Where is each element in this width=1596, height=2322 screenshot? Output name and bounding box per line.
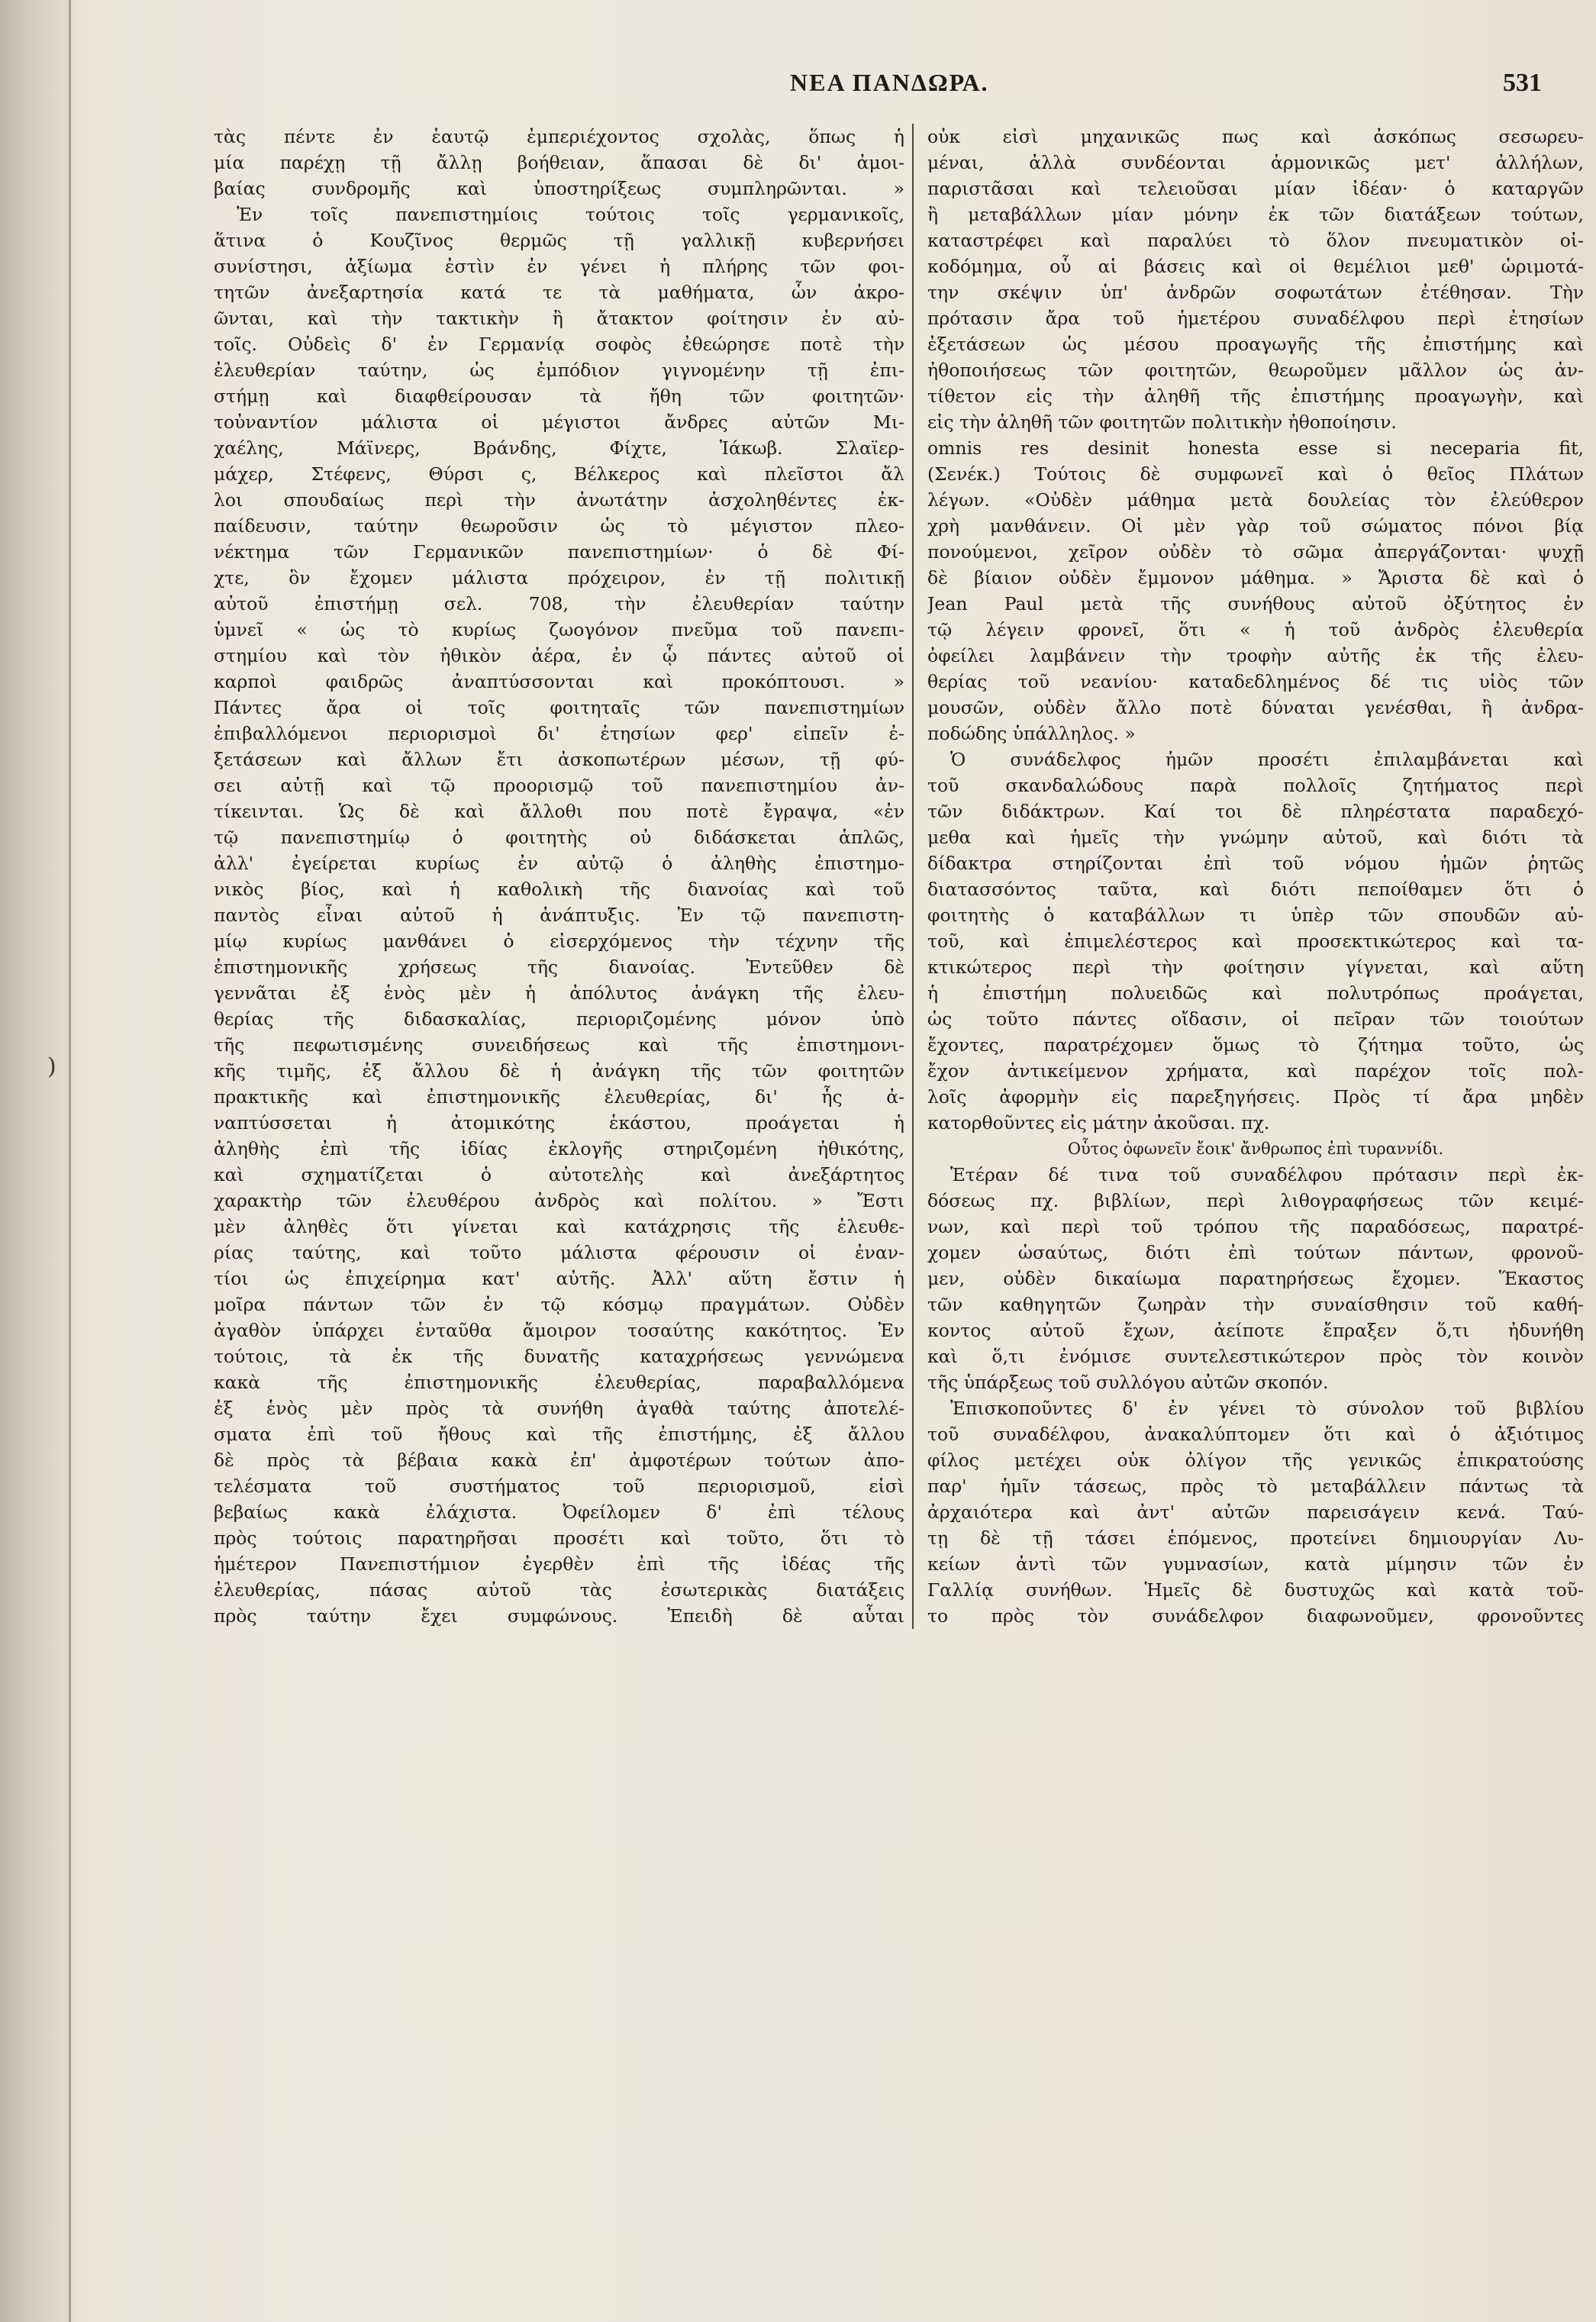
text-line: στημίου καὶ τὸν ἠθικὸν ἀέρα, ἐν ᾧ πάντες αὐτοῦ οἱ	[214, 645, 904, 666]
text-line: νέκτημα τῶν Γερμανικῶν πανεπιστημίων· ὁ δὲ Φί-	[214, 541, 904, 563]
text-line: μάχερ, Στέφενς, Θύρσι ς, Βέλκερος καὶ πλεῖστοι ἄλ	[214, 463, 904, 485]
text-line: τοῦ, καὶ ἐπιμελέστερος καὶ προσεκτικώτερος καὶ τα-	[927, 930, 1584, 952]
text-line: τοῦ σκανδαλώδους παρὰ πολλοῖς ζητήματος περὶ	[927, 775, 1584, 796]
text-line: χαρακτὴρ τῶν ἐλευθέρου ἀνδρὸς καὶ πολίτου. » Ἔστι	[214, 1190, 904, 1211]
text-line: omnis res desinit honesta esse si neceparia fit,	[927, 437, 1584, 459]
text-line: φίλος μετέχει οὐκ ὀλίγον τῆς γενικῶς ἐπικρατούσης	[927, 1450, 1584, 1471]
text-line: ἔχον ἀντικείμενον χρήματα, καὶ παρέχον τοῖς πολ-	[927, 1060, 1584, 1082]
text-line: λέγων. «Οὐδὲν μάθημα μετὰ δουλείας τὸν ἐλεύθερον	[927, 489, 1584, 511]
text-line: τίκεινται. Ὡς δὲ καὶ ἄλλοθι που ποτὲ ἔγραψα, «ἐν	[214, 801, 904, 822]
text-line: τοῖς. Οὐδεὶς δ' ἐν Γερμανίᾳ σοφὸς ἐθεώρησε ποτὲ τὴν	[214, 334, 904, 355]
text-line: μέναι, ἀλλὰ συνδέονται ἁρμονικῶς μετ' ἀλλήλων,	[927, 152, 1584, 173]
text-line: τούτοις, τὰ ἐκ τῆς δυνατῆς καταχρήσεως γεννώμενα	[214, 1346, 904, 1367]
text-line: τῶν διδάκτρων. Καί τοι δὲ πληρέστατα παραδεχό-	[927, 801, 1584, 822]
text-line: Πάντες ἄρα οἱ τοῖς φοιτηταῖς τῶν πανεπιστημίων	[214, 697, 904, 718]
text-line: μία παρέχῃ τῇ ἄλλῃ βοήθειαν, ἅπασαι δὲ δι' ἀμοι-	[214, 152, 904, 173]
text-line: Ἑτέραν δέ τινα τοῦ συναδέλφου πρότασιν περὶ ἐκ-	[950, 1164, 1584, 1185]
text-line: τοὐναντίον μάλιστα οἱ μέγιστοι ἄνδρες αὐτῶν Μι-	[214, 411, 904, 433]
margin-mark: )	[47, 1053, 56, 1080]
text-line: ξετάσεων καὶ ἄλλων ἔτι ἀσκοπωτέρων μέσων, τῇ φύ-	[214, 749, 904, 770]
text-line: το πρὸς τὸν συνάδελφον διαφωνοῦμεν, φρονοῦντες	[927, 1605, 1584, 1627]
text-line: Jean Paul μετὰ τῆς συνήθους αὐτοῦ ὀξύτητος ἐν	[927, 593, 1584, 614]
text-line: ἠθοποιήσεως τῶν φοιτητῶν, θεωροῦμεν μᾶλλον ὡς ἀν-	[927, 360, 1584, 381]
text-line: συνίστησι, ἀξίωμα ἐστὶν ἐν γένει ἡ πλήρης τῶν φοι-	[214, 256, 904, 277]
text-line: κακὰ τῆς ἐπιστημονικῆς ἐλευθερίας, παραβαλλόμενα	[214, 1372, 904, 1393]
text-line: σματα ἐπὶ τοῦ ἤθους καὶ τῆς ἐπιστήμης, ἐξ ἄλλου	[214, 1424, 904, 1445]
text-line: χτε, ὃν ἔχομεν μάλιστα πρόχειρον, ἐν τῇ πολιτικῇ	[214, 567, 904, 589]
book-gutter	[0, 0, 76, 2322]
text-line: χομεν ὡσαύτως, διότι ἐπὶ τούτων πάντων, φρονοῦ-	[927, 1242, 1584, 1263]
text-line: Γαλλίᾳ συνήθων. Ἡμεῖς δὲ δυστυχῶς καὶ κατὰ τοῦ-	[927, 1579, 1584, 1601]
text-line: (Σενέκ.) Τούτοις δὲ συμφωνεῖ καὶ ὁ θεῖος Πλάτων	[927, 463, 1584, 485]
text-line: τῶν καθηγητῶν ζωηρὰν τὴν συναίσθησιν τοῦ καθή-	[927, 1294, 1584, 1315]
text-line: παίδευσιν, ταύτην θεωροῦσιν ὡς τὸ μέγιστον πλεο-	[214, 515, 904, 537]
text-line: μίῳ κυρίως μανθάνει ὁ εἰσερχόμενος τὴν τέχνην τῆς	[214, 930, 904, 952]
text-line: καταστρέφει καὶ παραλύει τὸ ὅλον πνευματικὸν οἰ-	[927, 230, 1584, 251]
text-line: ἐπιστημονικῆς χρήσεως τῆς διανοίας. Ἐντεῦθεν δὲ	[214, 956, 904, 978]
text-line: ῶνται, καὶ τὴν τακτικὴν ἢ ἄτακτον φοίτησιν ἐν αὐ-	[214, 308, 904, 329]
text-line: λοῖς ἀφορμὴν εἰς παρεξηγήσεις. Πρὸς τί ἄρα μηδὲν	[927, 1086, 1584, 1108]
text-line: μουσῶν, οὐδὲν ἄλλο ποτὲ δύναται γενέσθαι, ἢ ἀνδρα-	[927, 697, 1584, 718]
text-line: πρότασιν ἄρα τοῦ ἡμετέρου συναδέλφου περὶ ἐτησίων	[927, 308, 1584, 329]
page-header	[229, 69, 1557, 114]
text-line: κοντος αὐτοῦ ἔχων, ἀείποτε ἔπραξεν ὅ,τι ἠδυνήθη	[927, 1320, 1584, 1341]
text-line: δίδακτρα στηρίζονται ἐπὶ τοῦ νόμου ἡμῶν ῥητῶς	[927, 853, 1584, 874]
text-line: δόσεως πχ. βιβλίων, περὶ λιθογραφήσεως τῶν κειμέ-	[927, 1190, 1584, 1211]
text-line: Οὗτος ὀφωνεῖν ἔοικ' ἄνθρωπος ἐπὶ τυραννίδι.	[1067, 1140, 1444, 1158]
page-fold-line	[69, 0, 71, 2322]
text-line: τῷ πανεπιστημίῳ ὁ φοιτητὴς οὐ διδάσκεται ἁπλῶς,	[214, 827, 904, 848]
text-line: μοῖρα πάντων τῶν ἐν τῷ κόσμῳ πραγμάτων. Οὐδὲν	[214, 1294, 904, 1315]
text-line: ὑμνεῖ « ὡς τὸ κυρίως ζωογόνον πνεῦμα τοῦ πανεπι-	[214, 619, 904, 640]
text-line: μὲν ἀληθὲς ὅτι γίνεται καὶ κατάχρησις τῆς ἐλευθε-	[214, 1216, 904, 1237]
text-line: μεν, οὐδὲν δικαίωμα παρατηρήσεως ἔχομεν. Ἕκαστος	[927, 1268, 1584, 1289]
text-line: πρακτικῆς καὶ ἐπιστημονικῆς ἐλευθερίας, δι' ἧς ἀ-	[214, 1086, 904, 1108]
running-title: ΝΕΑ ΠΑΝΔΩΡΑ.	[790, 69, 989, 96]
text-line: θερίας τοῦ νεανίου· καταδεδλημένος δέ τις υἱὸς τῶν	[927, 671, 1584, 692]
text-line: δὲ βίαιον οὐδὲν ἔμμονον μάθημα. » Ἄριστα δὲ καὶ ὁ	[927, 567, 1584, 589]
text-line: ποδώδης ὑπάλληλος. »	[927, 723, 1136, 744]
text-line: λοι σπουδαίως περὶ τὴν ἀνωτάτην ἀσχοληθέντες ἐκ-	[214, 489, 904, 511]
text-line: ναπτύσσεται ἡ ἀτομικότης ἑκάστου, προάγεται ἡ	[214, 1112, 904, 1134]
text-line: φοιτητὴς ὁ καταβάλλων τι ὑπὲρ τῶν σπουδῶν αὐ-	[927, 905, 1584, 926]
text-line: νικὸς βίος, καὶ ἡ καθολικὴ τῆς διανοίας καὶ τοῦ	[214, 879, 904, 900]
text-line: τίοι ὡς ἐπιχείρημα κατ' αὐτῆς. Ἀλλ' αὕτη ἔστιν ἡ	[214, 1268, 904, 1289]
text-line: βαίας συνδρομῆς καὶ ὑποστηρίξεως συμπληρῶνται. »	[214, 178, 904, 199]
text-line: διατασσόντος ταῦτα, καὶ διότι πεποίθαμεν ὅτι ὁ	[927, 879, 1584, 900]
text-line: κείων ἀντὶ τῶν γυμνασίων, κατὰ μίμησιν τῶν ἐν	[927, 1553, 1584, 1575]
page-number: 531	[1503, 69, 1542, 97]
text-line: τίθετον εἰς τὴν ἀληθῆ τῆς ἐπιστήμης προαγωγὴν, καὶ	[927, 385, 1584, 407]
text-line: ἐλευθερίαν ταύτην, ὡς ἐμπόδιον γιγνομένην τῇ ἐπι-	[214, 360, 904, 381]
text-line: πρὸς ταύτην ἔχει συμφώνους. Ἐπειδὴ δὲ αὗται	[214, 1605, 904, 1627]
text-line: μεθα καὶ ἡμεῖς τὴν γνώμην αὐτοῦ, καὶ διότι τὰ	[927, 827, 1584, 848]
text-line: ἀρχαιότερα καὶ ἀντ' αὐτῶν παρεισάγειν κενά. Ταύ-	[927, 1501, 1584, 1523]
text-line: Ἐπισκοποῦντες δ' ἐν γένει τὸ σύνολον τοῦ βιβλίου	[950, 1398, 1584, 1419]
text-line: τὰς πέντε ἐν ἑαυτῷ ἐμπεριέχοντος σχολὰς, ὅπως ἡ	[214, 126, 904, 147]
text-line: βεβαίως κακὰ ἐλάχιστα. Ὀφείλομεν δ' ἐπὶ τέλους	[214, 1501, 904, 1523]
text-line: τῷ λέγειν φρονεῖ, ὅτι « ἡ τοῦ ἀνδρὸς ἐλευθερία	[927, 619, 1584, 640]
text-line: παριστᾶσαι καὶ τελειοῦσαι μίαν ἰδέαν· ὁ καταργῶν	[927, 178, 1584, 199]
text-line: ἀλλ' ἐγείρεται κυρίως ἐν αὐτῷ ὁ ἀληθὴς ἐπιστημο-	[214, 853, 904, 874]
text-line: θερίας τῆς διδασκαλίας, περιοριζομένης μόνον ὑπὸ	[214, 1008, 904, 1030]
text-line: χαέλης, Μάϊνερς, Βράνδης, Φίχτε, Ἰάκωβ. Σλαϊερ-	[214, 437, 904, 459]
text-line: καὶ σχηματίζεται ὁ αὐτοτελὴς καὶ ἀνεξάρτητος	[214, 1164, 904, 1185]
text-line: ἀληθὴς ἐπὶ τῆς ἰδίας ἐκλογῆς στηριζομένη ἠθικότης,	[214, 1138, 904, 1159]
text-line: αὐτοῦ ἐπιστήμῃ σελ. 708, τὴν ἐλευθερίαν ταύτην	[214, 593, 904, 614]
text-line: ἡμέτερον Πανεπιστήμιον ἐγερθὲν ἐπὶ τῆς ἰδέας τῆς	[214, 1553, 904, 1575]
text-line: ἐξετάσεων ὡς μέσου προαγωγῆς τῆς ἐπιστήμης καὶ	[927, 334, 1584, 355]
text-line: ἅτινα ὁ Κουζῖνος θερμῶς τῇ γαλλικῇ κυβερνήσει	[214, 230, 904, 251]
text-line: ἀγαθὸν ὑπάρχει ἐνταῦθα ἄμοιρον τοσαύτης κακότητος. Ἐν	[214, 1320, 904, 1341]
text-line: τῆς πεφωτισμένης συνειδήσεως καὶ τῆς ἐπιστημονι-	[214, 1034, 904, 1056]
text-line: χρὴ μανθάνειν. Οἱ μὲν γὰρ τοῦ σώματος πόνοι βίᾳ	[927, 515, 1584, 537]
text-line: παρ' ἡμῖν τάσεως, πρὸς τὸ μεταβάλλειν πάντως τὰ	[927, 1475, 1584, 1497]
text-line: ἢ μεταβάλλων μίαν μόνην ἐκ τῶν διατάξεων τούτων,	[927, 204, 1584, 225]
text-line: τοῦ συναδέλφου, ἀνακαλύπτομεν ὅτι καὶ ὁ ἀξιότιμος	[927, 1424, 1584, 1445]
text-line: κτικώτερος περὶ τὴν φοίτησιν γίγνεται, καὶ αὕτη	[927, 956, 1584, 978]
text-line: Ἐν τοῖς πανεπιστημίοις τούτοις τοῖς γερμανικοῖς,	[237, 204, 904, 225]
text-line: καὶ ὅ,τι ἐνόμισε συντελεστικώτερον πρὸς τὸν κοινὸν	[927, 1346, 1584, 1367]
text-line: τῆς ὑπάρξεως τοῦ συλλόγου αὐτῶν σκοπόν.	[927, 1372, 1329, 1393]
text-line: κῆς τιμῆς, ἐξ ἄλλου δὲ ἡ ἀνάγκη τῆς τῶν φοιτητῶν	[214, 1060, 904, 1082]
text-line: ἔχοντες, παρατρέχομεν ὅμως τὸ ζήτημα τοῦτο, ὡς	[927, 1034, 1584, 1056]
text-line: κατορθοῦντες εἰς μάτην ἀκοῦσαι. πχ.	[927, 1112, 1270, 1134]
text-line: τῃ δὲ τῇ τάσει ἑπόμενος, προτείνει δημιουργίαν Λυ-	[927, 1527, 1584, 1549]
text-line: ἐπιβαλλόμενοι περιορισμοὶ δι' ἐτησίων φερ' εἰπεῖν ἐ-	[214, 723, 904, 744]
text-line: ὀφείλει λαμβάνειν τὴν τροφὴν αὐτῆς ἐκ τῆς ἐλευ-	[927, 645, 1584, 666]
text-line: νων, καὶ περὶ τοῦ τρόπου τῆς παραδόσεως, παρατρέ-	[927, 1216, 1584, 1237]
text-line: την σκέψιν ὑπ' ἀνδρῶν σοφωτάτων ἐτέθησαν. Τὴν	[927, 282, 1584, 303]
text-line: ρίας ταύτης, καὶ τοῦτο μάλιστα φέρουσιν οἱ ἐναν-	[214, 1242, 904, 1263]
text-line: παντὸς εἶναι αὐτοῦ ἡ ἀνάπτυξις. Ἐν τῷ πανεπιστη-	[214, 905, 904, 926]
text-line: στήμῃ καὶ διαφθείρουσαν τὰ ἤθη τῶν φοιτητῶν·	[214, 385, 904, 407]
text-line: οὐκ εἰσὶ μηχανικῶς πως καὶ ἀσκόπως σεσωρευ-	[927, 126, 1584, 147]
text-line: ἐλευθερίας, πάσας αὐτοῦ τὰς ἐσωτερικὰς διατάξεις	[214, 1579, 904, 1601]
text-line: πονούμενοι, χεῖρον οὐδὲν τὸ σῶμα ἀπεργάζονται· ψυχῇ	[927, 541, 1584, 563]
text-line: ὡς τοῦτο πάντες οἴδασιν, οἱ πεῖραν τῶν τοιούτων	[927, 1008, 1584, 1030]
text-line: πρὸς τούτοις παρατηρῆσαι προσέτι καὶ τοῦτο, ὅτι τὸ	[214, 1527, 904, 1549]
text-line: εἰς τὴν ἀληθῆ τῶν φοιτητῶν πολιτικὴν ἠθοποίησιν.	[927, 411, 1397, 433]
text-line: κοδόμημα, οὗ αἱ βάσεις καὶ οἱ θεμέλιοι μεθ' ὡριμοτά-	[927, 256, 1584, 277]
text-line: γεννᾶται ἐξ ἑνὸς μὲν ἡ ἀπόλυτος ἀνάγκη τῆς ἐλευ-	[214, 982, 904, 1004]
text-line: σει αὐτῇ καὶ τῷ προορισμῷ τοῦ πανεπιστημίου ἀν-	[214, 775, 904, 796]
left-text-column	[214, 124, 904, 1629]
text-line: καρποὶ φαιδρῶς ἀναπτύσσονται καὶ προκόπτουσι. »	[214, 671, 904, 692]
text-line: ἡ ἐπιστήμη πολυειδῶς καὶ πολυτρόπως προάγεται,	[927, 982, 1584, 1004]
right-text-column	[912, 124, 1584, 1629]
text-line: τητῶν ἀνεξαρτησία κατά τε τὰ μαθήματα, ὧν ἀκρο-	[214, 282, 904, 303]
text-line: δὲ πρὸς τὰ βέβαια κακὰ ἐπ' ἀμφοτέρων τούτων ἀπο-	[214, 1450, 904, 1471]
text-line: τελέσματα τοῦ συστήματος τοῦ περιορισμοῦ, εἰσὶ	[214, 1475, 904, 1497]
text-line: Ὁ συνάδελφος ἡμῶν προσέτι ἐπιλαμβάνεται καὶ	[950, 749, 1584, 770]
text-line: ἐξ ἑνὸς μὲν πρὸς τὰ συνήθη ἀγαθὰ ταύτης ἀποτελέ-	[214, 1398, 904, 1419]
